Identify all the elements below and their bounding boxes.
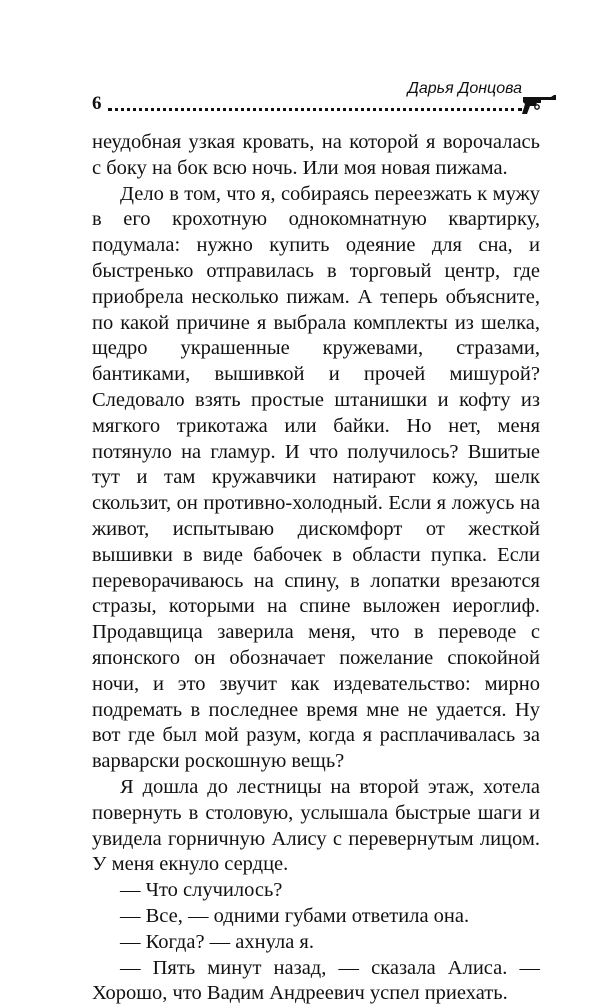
running-header (92, 80, 557, 120)
dialogue-line: — Что случилось? (92, 878, 540, 904)
dialogue-line: — Пять минут назад, — сказала Алиса. — Хорошо, что Вадим Андреевич успел приехать. (92, 956, 540, 1007)
paragraph: Дело в том, что я, собираясь переезжать к мужу в его крохотную однокомнатную квартирку, подумала: нужно купить одеяние для сна, и быстренько отправилась в торговый центр, где приобрела несколько пижам. А теперь объясните, по какой причине я выбрала комплекты из шелка, щедро украшенные кружевами, стразами, бантиками, вышивкой и прочей мишурой? Следовало взять простые штанишки и кофту из мягкого трикотажа или байки. Но нет, меня потянуло на гламур. И что получилось? Вшитые тут и там кружавчики натирают кожу, шелк скользит, он противно-холодный. Если я ложусь на живот, испытываю дискомфорт от жесткой вышивки в виде бабочек в области пупка. Если переворачиваюсь на спину, в лопатки врезаются стразы, которыми на спине выложен иероглиф. Продавщица заверила меня, что в переводе с японского он обозначает пожелание спокойной ночи, и это звучит как издевательство: мирно подремать в последнее время мне не удается. Ну вот где был мой разум, когда я расплачивалась за варварски роскошную вещь? (92, 182, 540, 775)
dialogue-line: — Когда? — ахнула я. (92, 930, 540, 956)
paragraph: неудобная узкая кровать, на которой я ворочалась с боку на бок всю ночь. Или моя новая пижама. (92, 130, 540, 182)
page-number: 6 (92, 94, 102, 114)
paragraph: Я дошла до лестницы на второй этаж, хотела повернуть в столовую, услышала быстрые шаги и увидела горничную Алису с перевернутым лицом. У меня екнуло сердце. (92, 775, 540, 878)
dotted-leader (108, 108, 522, 111)
page-body-text (92, 130, 540, 1007)
dialogue-line: — Все, — одними губами ответила она. (92, 904, 540, 930)
revolver-icon (521, 94, 557, 116)
running-head-author: Дарья Донцова (408, 80, 522, 98)
